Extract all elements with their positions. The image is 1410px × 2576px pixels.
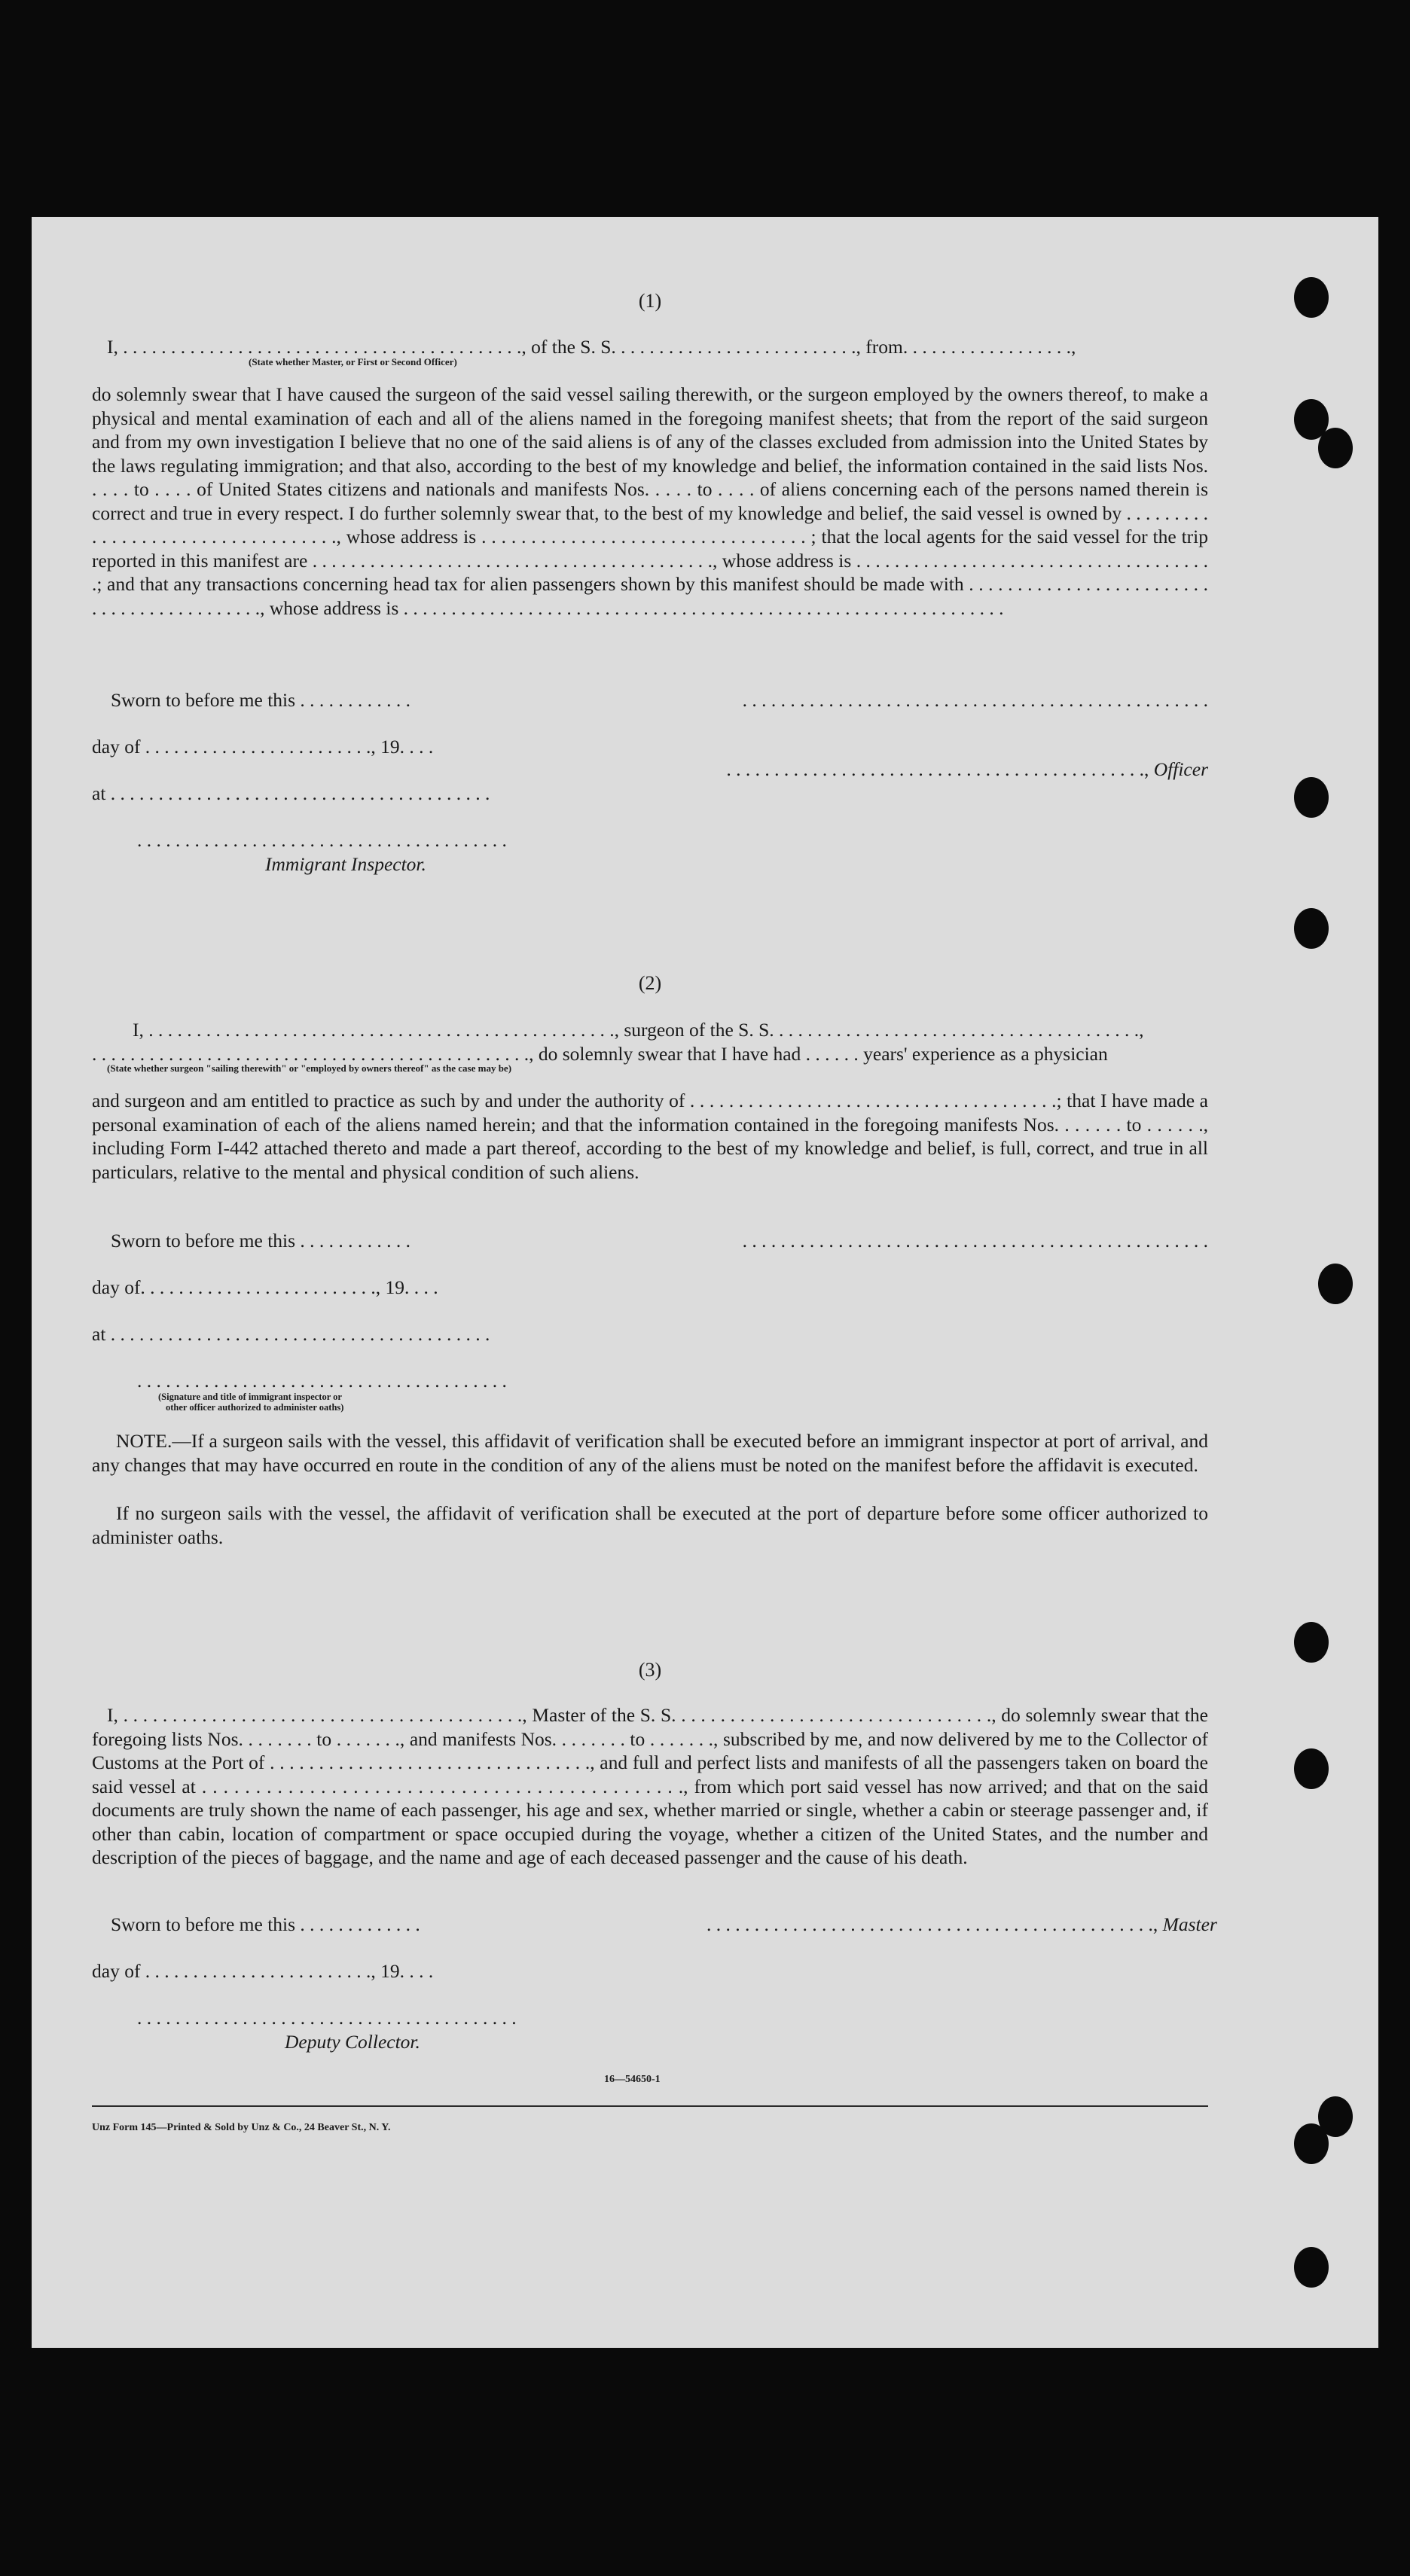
section-1-number: (1) <box>638 290 662 312</box>
section-1-sworn-line: Sworn to before me this . . . . . . . . . . . . <box>111 689 411 711</box>
master-label: Master <box>1162 1913 1217 1935</box>
section-1-first-line: I, . . . . . . . . . . . . . . . . . . . . . . . . . . . . . . . . . . . . . . . . . ., of the S. S. . . . . . . . . . . . . . . . . . . . . . . . . ., from. . . . . . . . . . . . . . . . . ., <box>107 336 1076 358</box>
document-page <box>32 217 1378 2348</box>
section-2-note: NOTE.—If a surgeon sails with the vessel, this affidavit of verification shall be executed before an immigrant inspector at port of arrival, and any changes that may have occurred en route in the condition of any of the aliens must be noted on the manifest before the affidavit is executed. <box>92 1430 1208 1476</box>
section-1-body: do solemnly swear that I have caused the surgeon of the said vessel sailing therewith, or the surgeon employed by the owners thereof, to make a physical and mental examination of each and all of the aliens named in the foregoing manifest sheets; that from the report of the said surgeon and from my own investigation I believe that no one of the said aliens is of any of the classes excluded from admission into the United States by the laws regulating immigration; and that also, according to the best of my knowledge and belief, the information contained in the said lists Nos. . . . . to . . . . of United States citizens and nationals and manifests Nos. . . . . to . . . . of aliens concerning each of the persons named therein is correct and true in every respect. I do further solemnly swear that, to the best of my knowledge and belief, the said vessel is owned by . . . . . . . . . . . . . . . . . . . . . . . . . . . . . . . . . ., whose address is . . . . . . . . . . . . . . . . . . . . . . . . . . . . . . . . . ; that the local agents for the said vessel for the trip reported in this manifest are . . . . . . . . . . . . . . . . . . . . . . . . . . . . . . . . . . . . . . . . . ., whose address is . . . . . . . . . . . . . . . . . . . . . . . . . . . . . . . . . . . . . .; and that any transactions concerning head tax for alien passengers shown by this manifest should be made with . . . . . . . . . . . . . . . . . . . . . . . . . . . . . . . . . . . . . . . . . . ., whose address is . . . . . . . . . . . . . . . . . . . . . . . . . . . . . . . . . . . . . . . . . . . . . . . . . . . . . . . . . . . . . . . <box>92 383 1208 619</box>
section-2-signature-hint-2: other officer authorized to administer oaths) <box>166 1402 344 1413</box>
punch-hole <box>1294 908 1329 949</box>
punch-hole <box>1294 777 1329 818</box>
section-3-sworn-line: Sworn to before me this . . . . . . . . . . . . . <box>111 1913 420 1935</box>
footer-rule <box>92 2105 1208 2107</box>
section-1-signature-line: . . . . . . . . . . . . . . . . . . . . . . . . . . . . . . . . . . . . . . . . . . . . . . . . . <box>742 689 1208 711</box>
officer-dots: . . . . . . . . . . . . . . . . . . . . . . . . . . . . . . . . . . . . . . . . . . . ., <box>726 758 1154 780</box>
punch-hole <box>1318 428 1353 468</box>
printer-imprint: Unz Form 145—Printed & Sold by Unz & Co., 24 Beaver St., N. Y. <box>92 2122 391 2133</box>
section-2-signature-dots: . . . . . . . . . . . . . . . . . . . . . . . . . . . . . . . . . . . . . . . <box>137 1370 507 1392</box>
punch-hole <box>1294 277 1329 318</box>
section-3-collector-dots: . . . . . . . . . . . . . . . . . . . . . . . . . . . . . . . . . . . . . . . . <box>137 2007 517 2029</box>
section-2-at-line: at . . . . . . . . . . . . . . . . . . . . . . . . . . . . . . . . . . . . . . . . <box>92 1323 490 1345</box>
section-1-inspector-dots: . . . . . . . . . . . . . . . . . . . . . . . . . . . . . . . . . . . . . . . <box>137 829 507 851</box>
section-1-first-line-hint: (State whether Master, or First or Second Officer) <box>249 356 457 367</box>
punch-hole <box>1294 1748 1329 1789</box>
punch-hole <box>1318 1264 1353 1304</box>
section-2-day-line: day of. . . . . . . . . . . . . . . . . . . . . . . . ., 19. . . . <box>92 1276 438 1298</box>
section-3-collector-label: Deputy Collector. <box>285 2031 420 2053</box>
section-1-at-line: at . . . . . . . . . . . . . . . . . . . . . . . . . . . . . . . . . . . . . . . . <box>92 782 490 804</box>
section-1-inspector-label: Immigrant Inspector. <box>265 853 426 875</box>
section-2-body: and surgeon and am entitled to practice as such by and under the authority of . . . . . . . . . . . . . . . . . . . . . . . . . . . . . . . . . . . . . .; that I have made a personal examination of each of the aliens named herein; and that the information contained in the foregoing manifests Nos. . . . . . . to . . . . . ., including Form I-442 attached thereto and made a part thereof, according to the best of my knowledge and belief, is full, correct, and true in all particulars, relative to the mental and physical condition of such aliens. <box>92 1090 1208 1183</box>
section-2-number: (2) <box>638 972 662 994</box>
officer-label: Officer <box>1153 758 1208 780</box>
section-2-note-continued: If no surgeon sails with the vessel, the affidavit of verification shall be executed at the port of departure before some officer authorized to administer oaths. <box>92 1502 1208 1548</box>
punch-hole <box>1294 2247 1329 2288</box>
section-2-sworn-line: Sworn to before me this . . . . . . . . . . . . <box>111 1230 411 1251</box>
section-2-second-line-hint: (State whether surgeon "sailing therewith" or "employed by owners thereof" as the case may be) <box>107 1062 512 1074</box>
section-2-first-line: I, . . . . . . . . . . . . . . . . . . . . . . . . . . . . . . . . . . . . . . . . . . . . . . . . ., surgeon of the S. S. . . . . . . . . . . . . . . . . . . . . . . . . . . . . . . . . . . . . . ., <box>133 1019 1144 1041</box>
punch-hole <box>1294 1622 1329 1663</box>
section-3-master-line <box>707 1913 1217 1937</box>
section-1-day-line: day of . . . . . . . . . . . . . . . . . . . . . . . ., 19. . . . <box>92 736 434 758</box>
section-3-number: (3) <box>638 1659 662 1681</box>
section-3-day-line: day of . . . . . . . . . . . . . . . . . . . . . . . ., 19. . . . <box>92 1960 434 1982</box>
section-2-second-line: . . . . . . . . . . . . . . . . . . . . . . . . . . . . . . . . . . . . . . . . . . . . . ., do solemnly swear that I have had . . . . . . years' experience as a physician <box>92 1043 1108 1065</box>
form-code: 16—54650-1 <box>604 2074 661 2085</box>
punch-hole <box>1294 2123 1329 2164</box>
section-1-officer-line <box>707 758 1208 782</box>
section-2-signature-line: . . . . . . . . . . . . . . . . . . . . . . . . . . . . . . . . . . . . . . . . . . . . . . . . . <box>742 1230 1208 1251</box>
master-dots: . . . . . . . . . . . . . . . . . . . . . . . . . . . . . . . . . . . . . . . . . . . . . . ., <box>707 1913 1163 1935</box>
section-3-body: I, . . . . . . . . . . . . . . . . . . . . . . . . . . . . . . . . . . . . . . . . ., Master of the S. S. . . . . . . . . . . . . . . . . . . . . . . . . . . . . . . . ., do solemnly swear that the foregoing lists Nos. . . . . . . . to . . . . . . ., and manifests Nos. . . . . . . . to . . . . . . ., subscribed by me, and now delivered by me to the Collector of Customs at the Port of . . . . . . . . . . . . . . . . . . . . . . . . . . . . . . . . ., and full and perfect lists and manifests of all the passengers taken on board the said vessel at . . . . . . . . . . . . . . . . . . . . . . . . . . . . . . . . . . . . . . . . . . . . ., from which port said vessel has now arrived; and that on the said documents are truly shown the name of each passenger, his age and sex, whether married or single, whether a cabin or steerage passenger and, if other than cabin, location of compartment or space occupied during the voyage, whether a citizen of the United States, and the number and description of the pieces of baggage, and the name and age of each deceased passenger and the cause of his death. <box>92 1704 1208 1868</box>
section-2-signature-hint-1: (Signature and title of immigrant inspector or <box>158 1392 342 1402</box>
